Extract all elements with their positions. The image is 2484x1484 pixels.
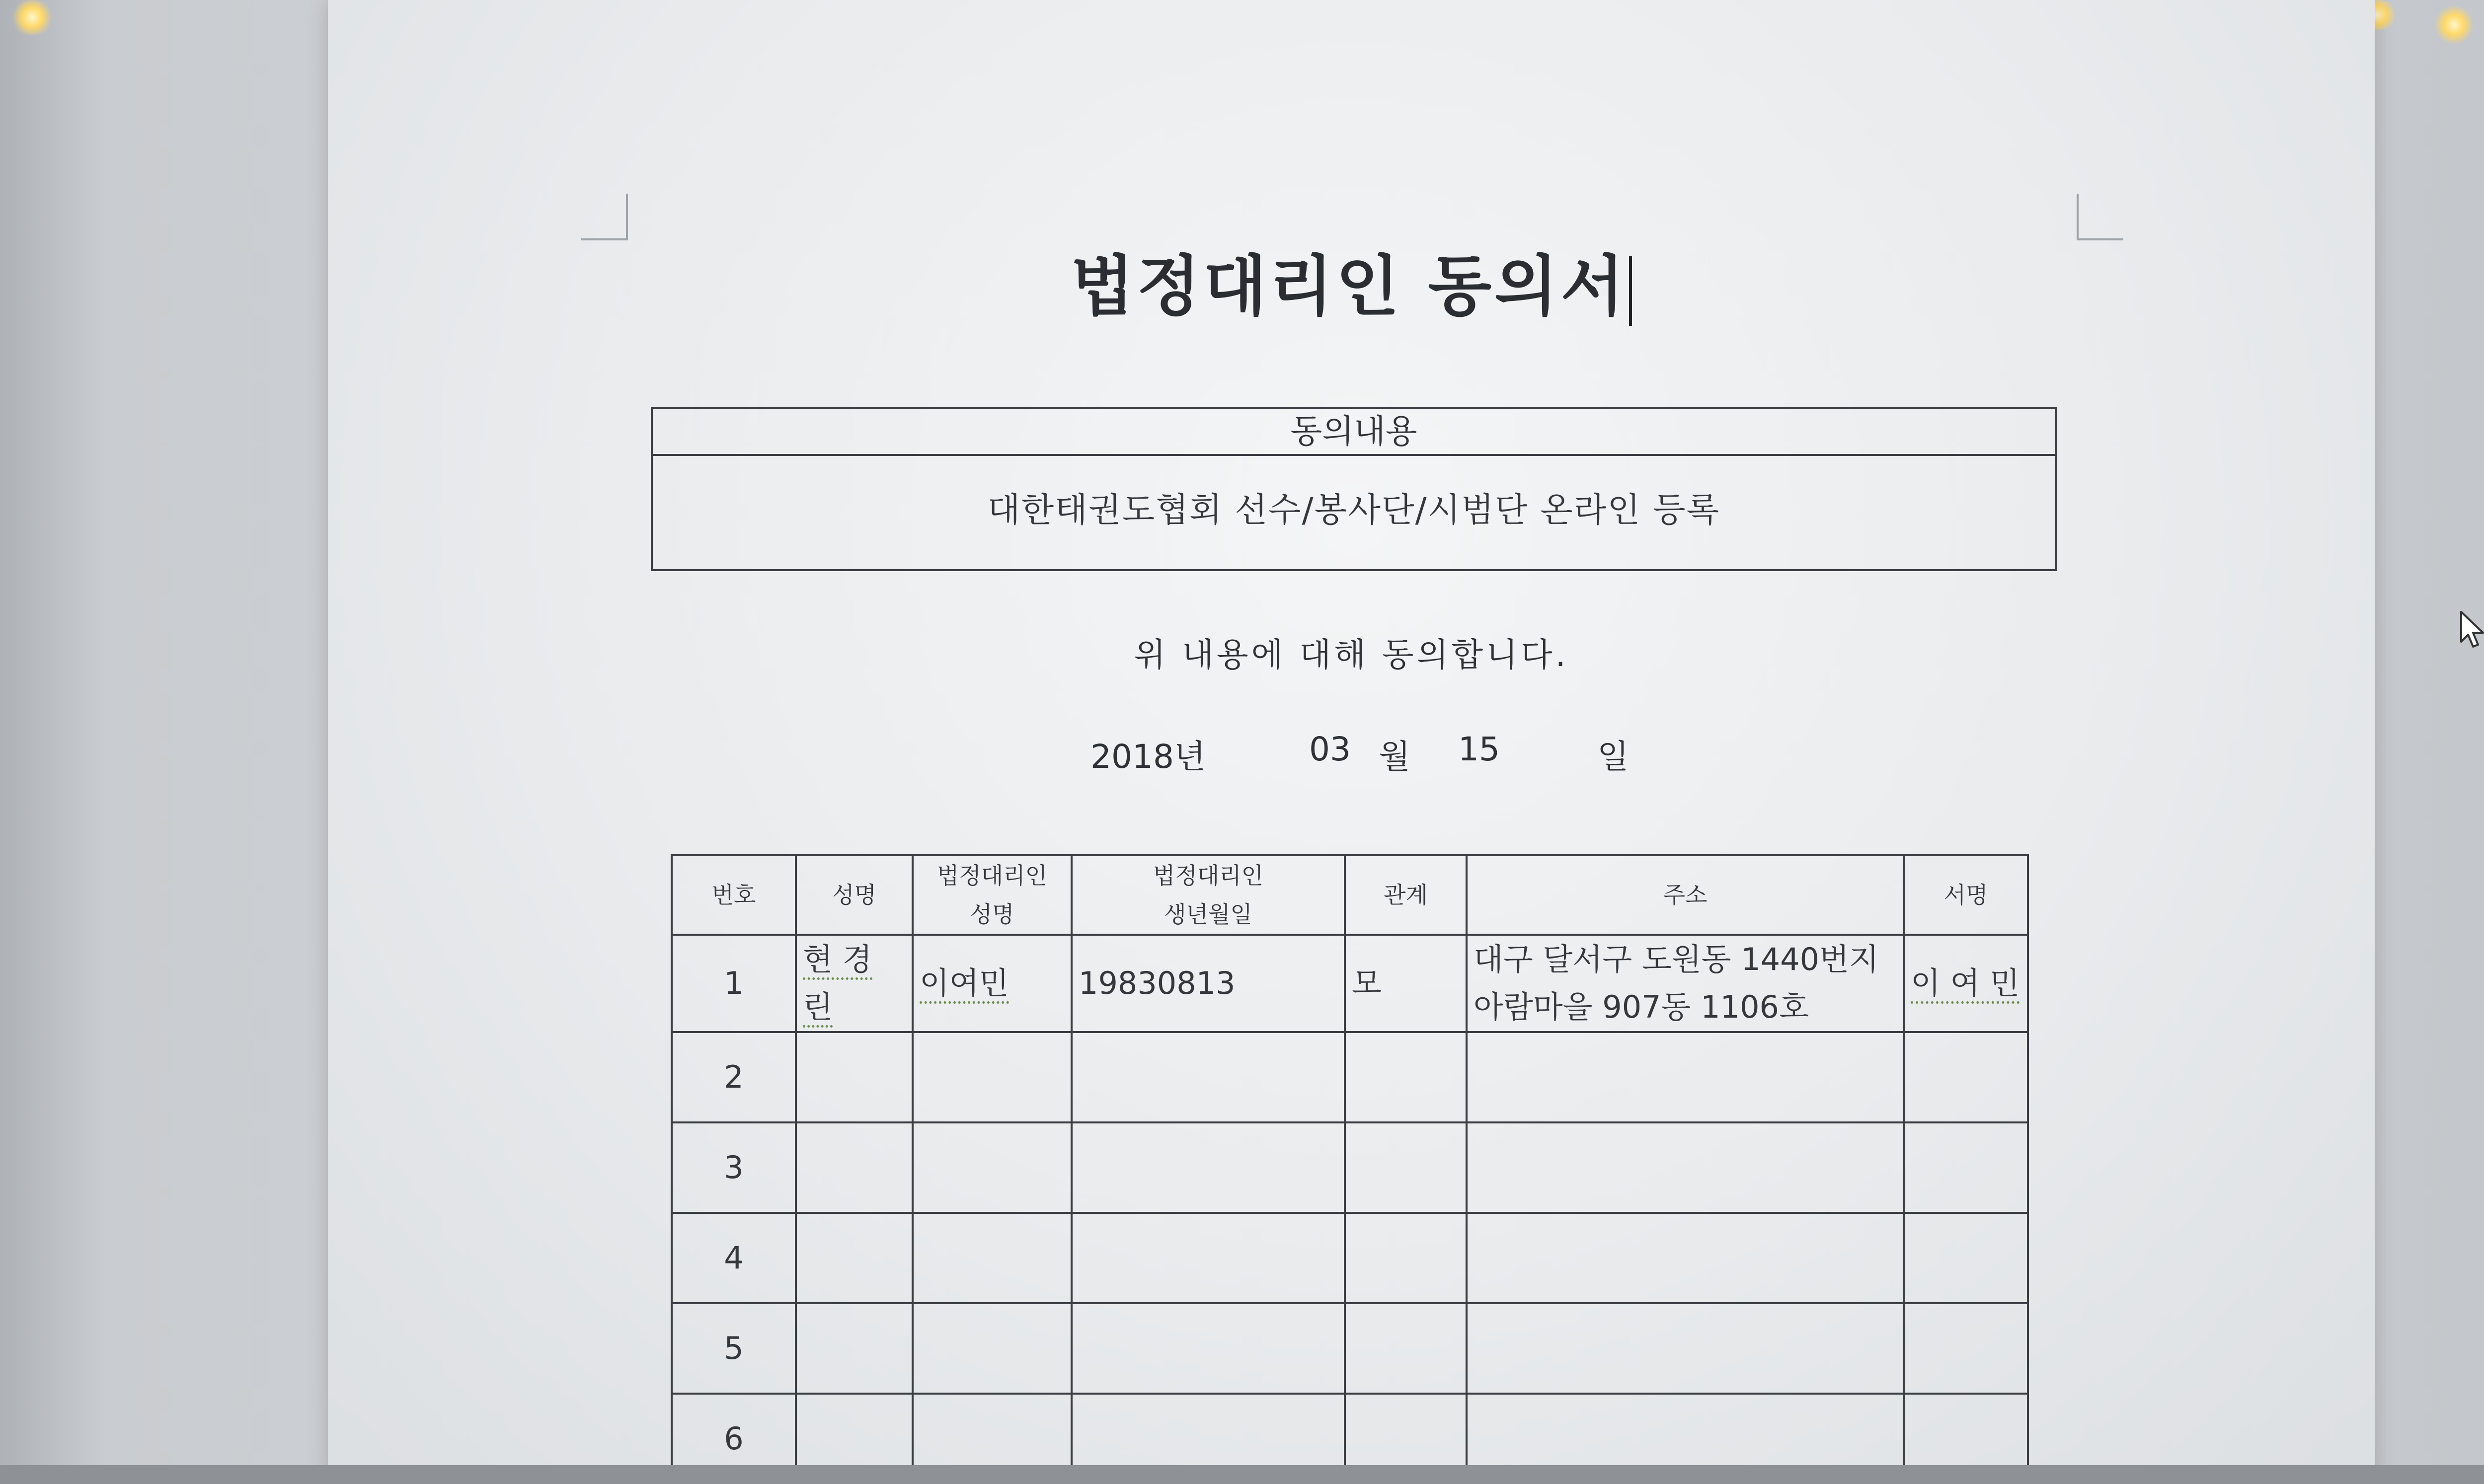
header-guardian-name-line2: 성명 [970, 901, 1014, 928]
header-name: 성명 [796, 855, 913, 935]
cell-signature[interactable] [1904, 1303, 2028, 1394]
mouse-pointer-icon [2459, 610, 2484, 650]
cell-signature[interactable] [1904, 1213, 2028, 1303]
cell-address[interactable] [1467, 1032, 1904, 1122]
cell-relation[interactable] [1345, 1032, 1467, 1122]
cell-name[interactable] [796, 1122, 913, 1213]
guardian-table [671, 854, 2029, 1484]
date-month: 03 [1309, 730, 1351, 768]
cell-name-text: 현 경 린 [803, 941, 872, 1028]
light-glow [10, 0, 55, 35]
table-row [672, 1122, 2028, 1213]
cell-relation[interactable] [1345, 1303, 1467, 1394]
document-title-text: 법정대리인 동의서 [1070, 248, 1628, 325]
date-day: 15 [1458, 730, 1500, 768]
cell-guardian-birth[interactable] [1072, 1213, 1345, 1303]
cell-number[interactable]: 3 [672, 1122, 796, 1213]
header-signature: 서명 [1904, 855, 2028, 935]
cell-address[interactable] [1467, 1303, 1904, 1394]
cell-number[interactable]: 4 [672, 1213, 796, 1303]
header-guardian-birth-line2: 생년월일 [1164, 901, 1252, 928]
table-row [672, 1032, 2028, 1122]
window-bottom-edge [0, 1465, 2484, 1484]
cell-name[interactable] [796, 1303, 913, 1394]
date-day-unit: 일 [1597, 738, 1629, 776]
cell-signature[interactable] [1904, 1032, 2028, 1122]
cell-guardian-name[interactable] [913, 1303, 1072, 1394]
cell-guardian-birth[interactable] [1072, 1032, 1345, 1122]
consent-box [651, 407, 2057, 571]
cell-relation[interactable]: 모 [1345, 935, 1467, 1032]
cell-name[interactable] [796, 1213, 913, 1303]
cell-address[interactable] [1467, 1213, 1904, 1303]
header-number: 번호 [672, 855, 796, 935]
header-guardian-name [913, 855, 1072, 935]
date-month-unit: 월 [1379, 738, 1410, 776]
cell-guardian-name[interactable] [913, 935, 1072, 1032]
light-glow [2434, 5, 2474, 45]
header-relation: 관계 [1345, 855, 1467, 935]
cell-name[interactable] [796, 1032, 913, 1122]
cell-number[interactable]: 1 [672, 935, 796, 1032]
cell-name[interactable] [796, 935, 913, 1032]
cell-address[interactable]: 대구 달서구 도원동 1440번지 아람마을 907동 1106호 [1467, 935, 1904, 1032]
date-year: 2018년 [1090, 738, 1206, 776]
document-page[interactable] [328, 0, 2375, 1484]
cell-guardian-birth[interactable] [1072, 1122, 1345, 1213]
cell-guardian-birth[interactable] [1072, 1303, 1345, 1394]
cell-number[interactable]: 5 [672, 1303, 796, 1394]
consent-body: 대한태권도협회 선수/봉사단/시범단 온라인 등록 [987, 491, 1720, 530]
table-row [672, 1303, 2028, 1394]
cell-address[interactable] [1467, 1122, 1904, 1213]
cell-signature[interactable] [1904, 1122, 2028, 1213]
cell-relation[interactable] [1345, 1122, 1467, 1213]
header-guardian-name-line1: 법정대리인 [936, 862, 1048, 889]
cell-guardian-birth[interactable]: 19830813 [1072, 935, 1345, 1032]
consent-header: 동의내용 [653, 409, 2055, 456]
cell-guardian-name[interactable] [913, 1032, 1072, 1122]
text-cursor [1629, 256, 1632, 326]
cell-guardian-name[interactable] [913, 1122, 1072, 1213]
cell-guardian-name[interactable] [913, 1213, 1072, 1303]
cell-number[interactable]: 2 [672, 1032, 796, 1122]
document-title [328, 233, 2375, 328]
cell-guardian-name-text: 이여민 [920, 965, 1009, 1004]
agree-statement: 위 내용에 대해 동의합니다. [1134, 636, 1569, 674]
header-guardian-birth-line1: 법정대리인 [1153, 862, 1264, 889]
header-guardian-birth [1072, 855, 1345, 935]
table-row [672, 935, 2028, 1032]
table-header-row [672, 855, 2028, 935]
cell-signature[interactable] [1904, 935, 2028, 1032]
table-row [672, 1213, 2028, 1303]
cell-relation[interactable] [1345, 1213, 1467, 1303]
header-address: 주소 [1467, 855, 1904, 935]
cell-number[interactable]: 6 [672, 1394, 796, 1484]
cell-signature-text: 이 여 민 [1911, 965, 2019, 1004]
